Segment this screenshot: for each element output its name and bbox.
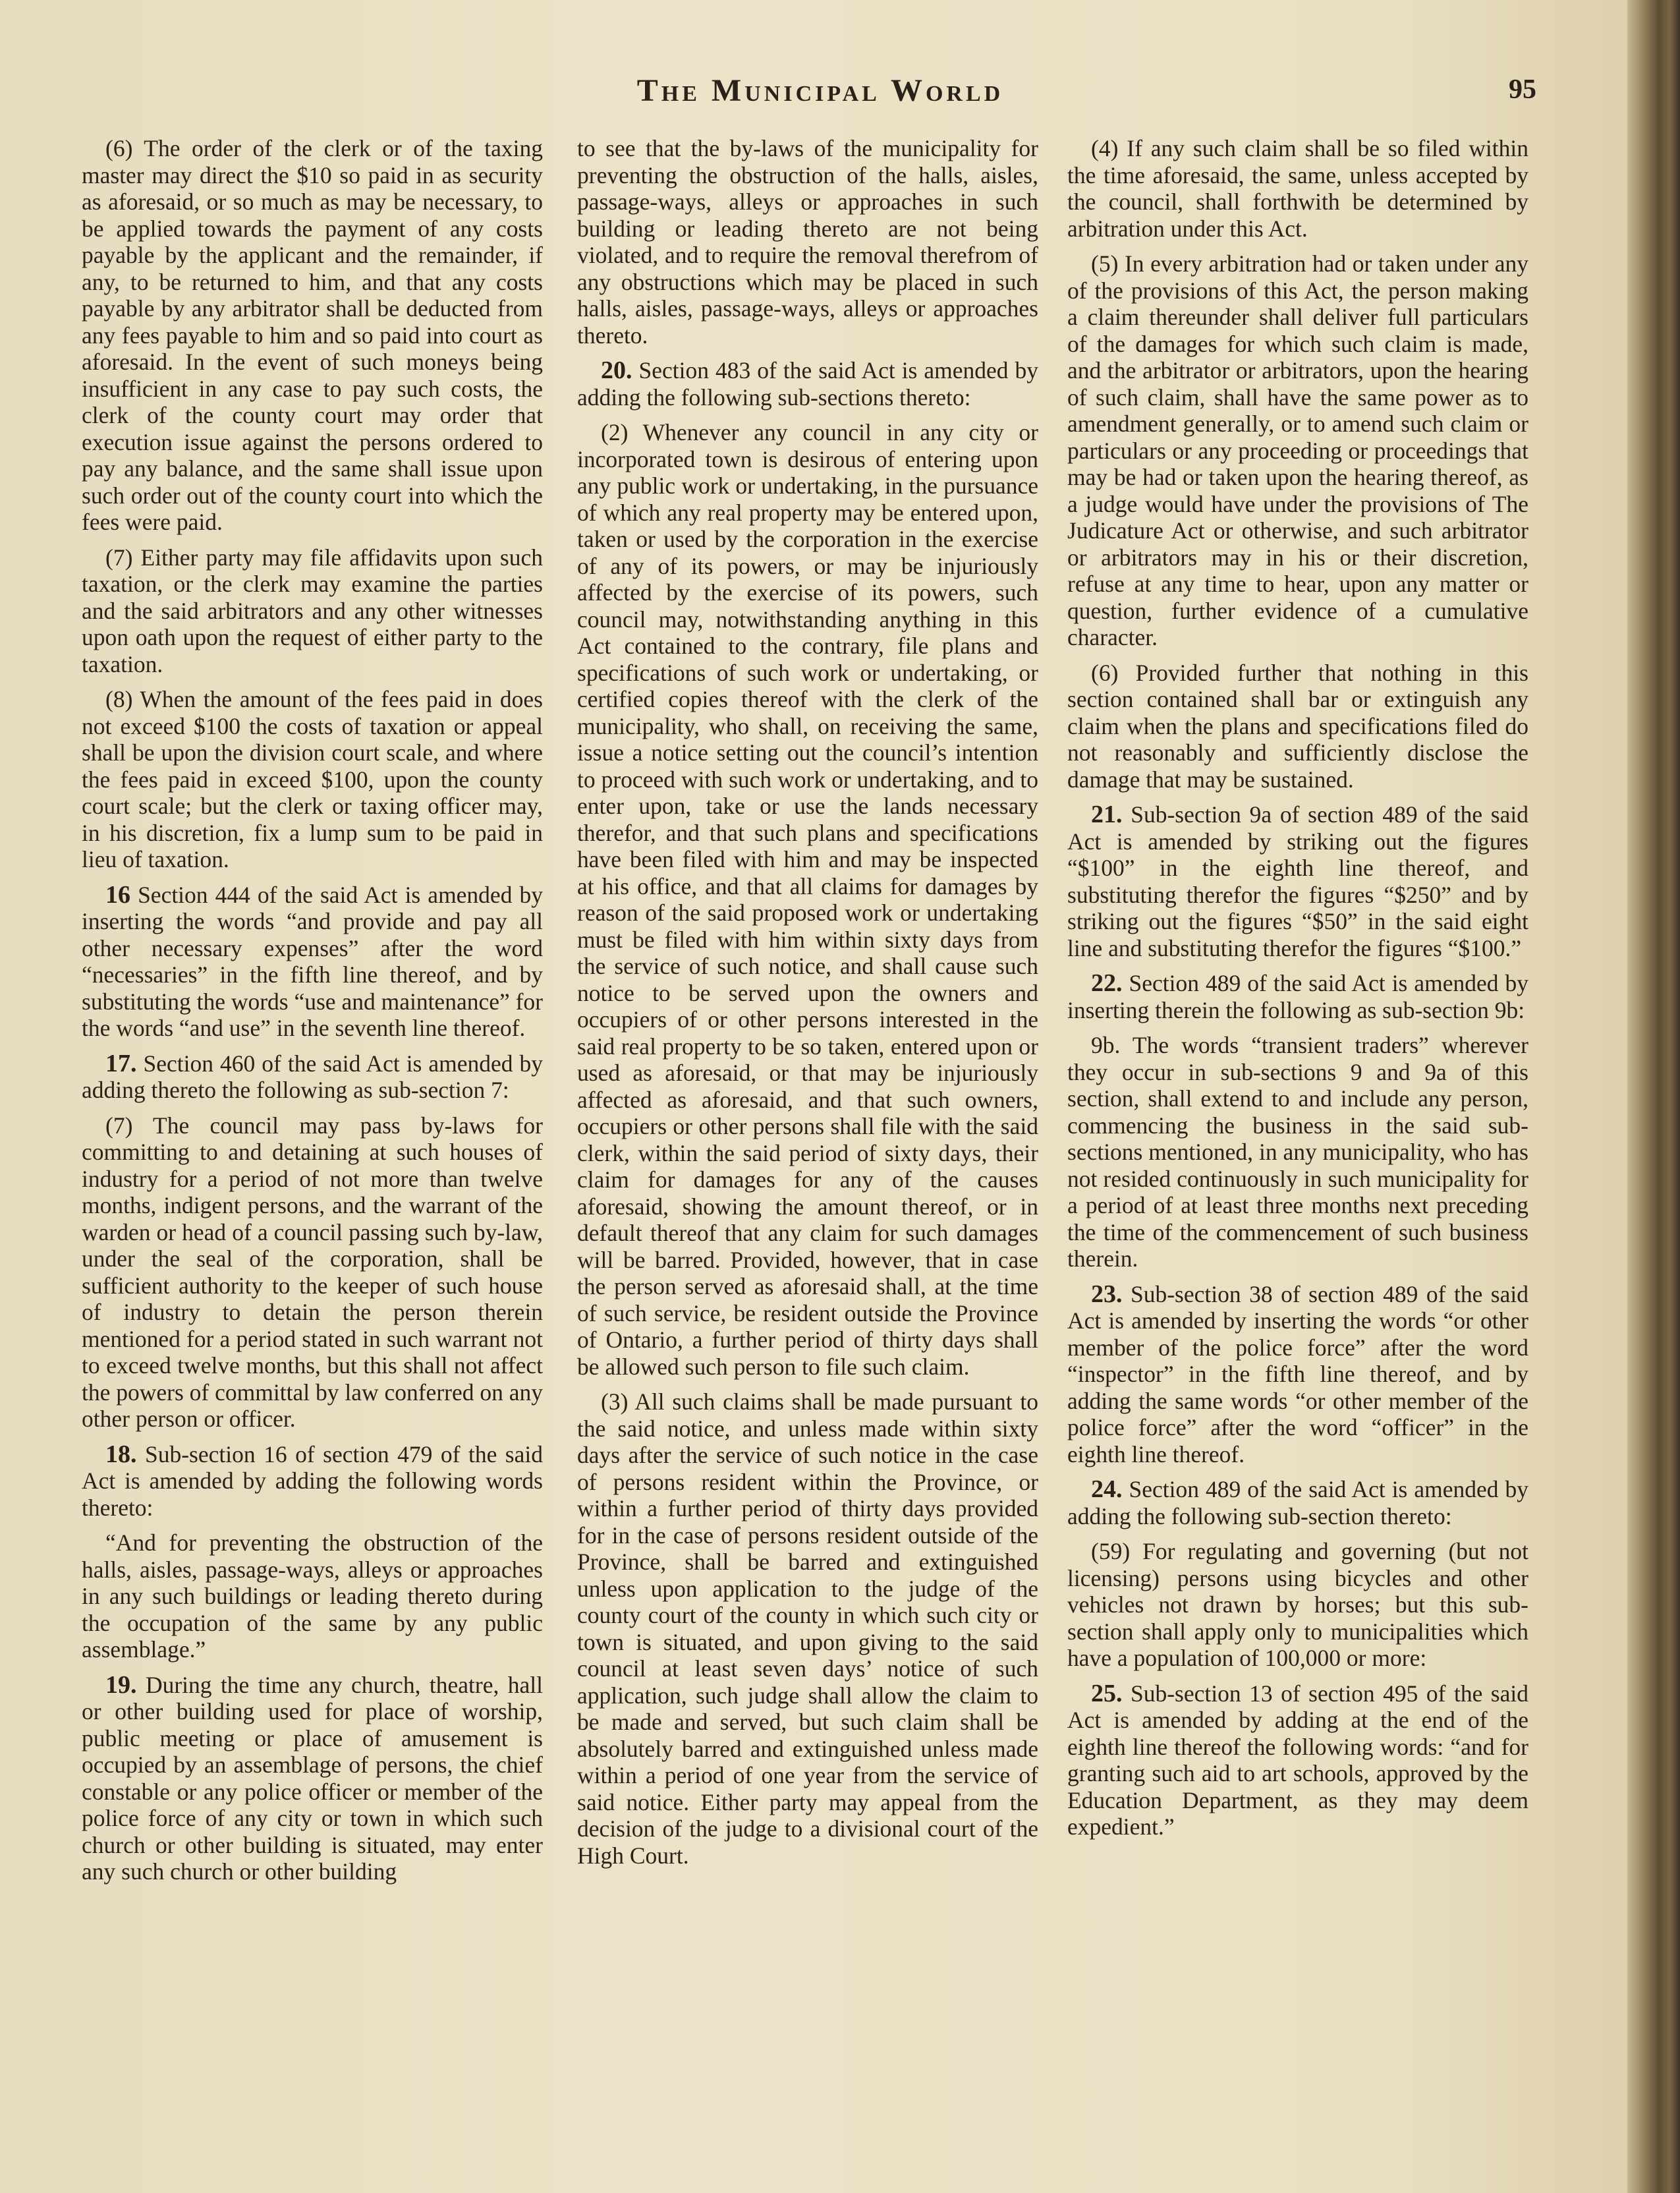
paragraph: 9b. The words “transient traders” wherever they occur in sub-sections 9 and 9a of this section, shall extend to and include any person, commencing the business in the said sub-sections mentioned, in any municipality, who has not resided continuously in such municipality for a period of at least three months next preceding the time of the commencement of such business therein.: [1067, 1032, 1528, 1272]
section-number: 24.: [1091, 1475, 1123, 1503]
section-paragraph: 16 Section 444 of the said Act is amended by inserting the words “and provide and pay all other necessary expenses” after the word “necessaries” in the fifth line thereof, and by substituting the words “use and maintenance” for the words “and use” in the seventh line thereof.: [82, 880, 544, 1041]
section-paragraph: 17. Section 460 of the said Act is amended by adding thereto the following as sub-section 7:: [82, 1049, 544, 1103]
section-number: 25.: [1091, 1679, 1123, 1707]
section-number: 21.: [1091, 801, 1123, 828]
paragraph: to see that the by-laws of the municipality for preventing the obstruction of the halls, aisles, passage-ways, alleys or approaches in such building or leading thereto are not being violated, and to require the removal therefrom of any obstructions which may be placed in such halls, aisles, passage-ways, alleys or approaches thereto.: [577, 135, 1038, 349]
text-column-1: [82, 135, 543, 1894]
paragraph: (7) Either party may file affidavits upon such taxation, or the clerk may examine the parties and the said arbitrators and any other witnesses upon oath upon the request of either party to the taxation.: [82, 544, 543, 677]
paragraph: (6) Provided further that nothing in this section contained shall bar or extinguish any claim when the plans and specifications filed do not reasonably and sufficiently disclose the damage that may be sustained.: [1067, 659, 1528, 793]
section-paragraph: 20. Section 483 of the said Act is amended by adding the following sub-sections thereto:: [577, 356, 1039, 411]
section-paragraph: 22. Section 489 of the said Act is amended by inserting therein the following as sub-section 9b:: [1067, 969, 1529, 1023]
section-paragraph: 21. Sub-section 9a of section 489 of the said Act is amended by striking out the figures “$100” in the eighth line thereof, and substituting therefor the figures “$250” and by striking out the figures “$50” in the said eight line and substituting therefor the figures “$100.”: [1067, 801, 1528, 961]
text-column-2: [577, 135, 1038, 1877]
section-paragraph: 25. Sub-section 13 of section 495 of the said Act is amended by adding at the end of the eighth line thereof the following words: “and for granting such aid to art schools, approved by the Education Department, as they may deem expedient.”: [1067, 1679, 1528, 1840]
page-number: 95: [1509, 74, 1536, 105]
paragraph: (2) Whenever any council in any city or incorporated town is desirous of entering upon any public work or undertaking, in the pursuance of which any real property may be entered upon, taken or used by the corporation in the exercise of any of its powers, or may be injuriously affected by the exercise of its powers, such council may, notwithstanding anything in this Act contained to the contrary, file plans and specifications of such work or undertaking, or certified copies thereof with the clerk of the municipality, who shall, on receiving the same, issue a notice setting out the council’s intention to proceed with such work or undertaking, and to enter upon, take or use the lands necessary therefor, and that such plans and specifications have been filed with him and may be inspected at his office, and that all claims for damages by reason of the said proposed work or undertaking must be filed with him within sixty days from the service of such notice, and shall cause such notice to be served upon the owners and occupiers of or other persons interested in the said real property to be so taken, entered upon or used as aforesaid, or that may be injuriously affected as aforesaid, and that such owners, occupiers or other persons shall file with the said clerk, within the said period of sixty days, their claim for damages for any of the causes aforesaid, showing the amount thereof, or in default thereof that any claim for such damages will be barred. Provided, however, that in case the person served as aforesaid shall, at the time of such service, be resident outside the Province of Ontario, a further period of thirty days shall be allowed such person to file such claim.: [577, 419, 1038, 1380]
section-paragraph: 18. Sub-section 16 of section 479 of the said Act is amended by adding the following words thereto:: [82, 1440, 543, 1521]
paragraph: (4) If any such claim shall be so filed within the time aforesaid, the same, unless accepted by the council, shall forthwith be determined by arbitration under this Act.: [1067, 135, 1528, 242]
paragraph: (3) All such claims shall be made pursuant to the said notice, and unless made within sixty days after the service of such notice in the case of persons resident within the Province, or within a further period of thirty days provided for in the case of persons resident outside of the Province, shall be barred and extinguished unless upon application to the judge of the county court of the county in which such city or town is situated, and upon giving to the said council at least seven days’ notice of such application, such judge shall allow the claim to be made and served, but such claim shall be absolutely barred and extinguished unless made within a period of one year from the service of said notice. Either party may appeal from the decision of the judge to a divisional court of the High Court.: [577, 1388, 1038, 1869]
paragraph: (8) When the amount of the fees paid in does not exceed $100 the costs of taxation or appeal shall be upon the division court scale, and where the fees paid in exceed $100, upon the county court scale; but the clerk or taxing officer may, in his discretion, fix a lump sum to be paid in lieu of taxation.: [82, 686, 543, 872]
section-number: 18.: [105, 1440, 137, 1468]
paragraph: (5) In every arbitration had or taken under any of the provisions of this Act, the person making a claim thereunder shall deliver full particulars of the damages for which such claim is made, and the arbitrator or arbitrators, upon the hearing of such claim, shall have the same power as to amendment generally, or to amend such claim or particulars or any proceeding or proceedings that may be had or taken upon the hearing thereof, as a judge would have under the provisions of The Judicature Act or otherwise, and such arbitrator or arbitrators may in his or their discretion, refuse at any time to hear, upon any matter or question, further evidence of a cumulative character.: [1067, 250, 1528, 650]
page-header: [79, 72, 1561, 125]
section-paragraph: 24. Section 489 of the said Act is amended by adding the following sub-section thereto:: [1067, 1475, 1529, 1529]
section-number: 17.: [105, 1049, 137, 1077]
section-number: 22.: [1091, 969, 1123, 997]
paragraph: (7) The council may pass by-laws for committing to and detaining at such houses of industry for a period of not more than twelve months, indigent persons, and the warrant of the warden or head of a council passing such by-law, under the seal of the corporation, shall be sufficient authority to the keeper of such house of industry to detain the person therein mentioned for a period stated in such warrant not to exceed twelve months, but this shall not affect the powers of committal by law conferred on any other person or officer.: [82, 1112, 543, 1432]
paragraph: (6) The order of the clerk or of the taxing master may direct the $10 so paid in as security as aforesaid, or so much as may be necessary, to be applied towards the payment of any costs payable by the applicant and the remainder, if any, to be returned to him, and that any costs payable by any arbitrator shall be deducted from any fees payable to him and so paid into court as aforesaid. In the event of such moneys being insufficient in any case to pay such costs, the clerk of the county court may order that execution issue against the persons ordered to pay any balance, and the same shall issue upon such order out of the county court into which the fees were paid.: [82, 135, 543, 535]
section-paragraph: 19. During the time any church, theatre, hall or other building used for place of worship, public meeting or place of amusement is occupied by an assemblage of persons, the chief constable or any police officer or member of the police force of any city or town in which such church or other building is situated, may enter any such church or other building: [82, 1670, 543, 1885]
page-title: The Municipal World: [636, 73, 1004, 108]
quoted-paragraph: “And for preventing the obstruction of the halls, aisles, passage-ways, alleys or approaches in any such buildings or leading thereto during the occupation of the same by any public assemblage.”: [82, 1529, 543, 1663]
section-number: 16: [105, 880, 130, 909]
section-paragraph: 23. Sub-section 38 of section 489 of the said Act is amended by inserting the words “or other member of the police force” after the word “inspector” in the fifth line thereof, and by adding the same words “or other member of the police force” after the word “officer” in the eighth line thereof.: [1067, 1280, 1528, 1467]
book-binding: [1627, 0, 1680, 2193]
text-column-3: [1067, 135, 1528, 1849]
section-number: 23.: [1091, 1280, 1123, 1308]
section-number: 20.: [601, 356, 632, 384]
section-number: 19.: [105, 1670, 137, 1699]
paragraph: (59) For regulating and governing (but not licensing) persons using bicycles and other vehicles not drawn by horses; but this sub-section shall apply only to municipalities which have a population of 100,000 or more:: [1067, 1538, 1528, 1671]
